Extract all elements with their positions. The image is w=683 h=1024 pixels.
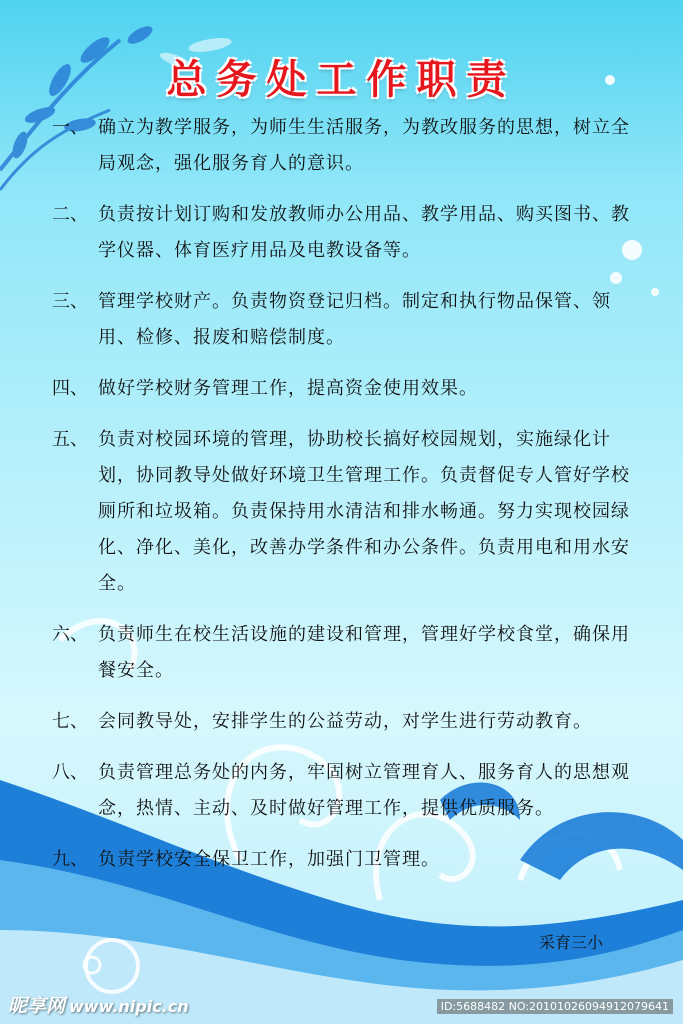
- item-number: 三、: [52, 291, 88, 312]
- item-text: 管理学校财产。负责物资登记归档。制定和执行物品保管、领用、检修、报废和赔偿制度。: [98, 291, 611, 348]
- item-text: 确立为教学服务，为师生生活服务，为教改服务的思想，树立全局观念，强化服务育人的意识。: [98, 117, 630, 174]
- watermark-id: ID:5688482 NO:20101026094912079641: [437, 999, 673, 1014]
- watermark-brand: [8, 991, 189, 1018]
- duty-list: [52, 110, 642, 893]
- list-item: [52, 755, 642, 827]
- item-text: 做好学校财务管理工作，提高资金使用效果。: [98, 378, 478, 399]
- watermark-site: www.nipic.cn: [69, 997, 189, 1016]
- list-item: [52, 842, 642, 878]
- page-title: 总务处工作职责: [166, 56, 517, 103]
- item-number: 二、: [52, 204, 88, 225]
- list-item: [52, 110, 642, 182]
- list-item: [52, 284, 642, 356]
- item-number: 六、: [52, 624, 88, 645]
- item-number: 七、: [52, 711, 88, 732]
- item-text: 负责按计划订购和发放教师办公用品、教学用品、购买图书、教学仪器、体育医疗用品及电教设备等。: [98, 204, 630, 261]
- list-item: [52, 704, 642, 740]
- list-item: [52, 371, 642, 407]
- item-number: 五、: [52, 429, 88, 450]
- watermark-brand-name: 昵享网: [8, 995, 66, 1017]
- item-text: 负责管理总务处的内务，牢固树立管理育人、服务育人的思想观念，热情、主动、及时做好管理工作，提供优质服务。: [98, 762, 630, 819]
- signature: 采育三小: [538, 933, 603, 952]
- item-text: 会同教导处，安排学生的公益劳动，对学生进行劳动教育。: [98, 711, 592, 732]
- list-item: [52, 197, 642, 269]
- item-number: 九、: [52, 849, 88, 870]
- item-text: 负责师生在校生活设施的建设和管理，管理好学校食堂，确保用餐安全。: [98, 624, 630, 681]
- item-text: 负责学校安全保卫工作，加强门卫管理。: [98, 849, 440, 870]
- item-number: 八、: [52, 762, 88, 783]
- list-item: [52, 422, 642, 602]
- item-number: 一、: [52, 117, 88, 138]
- item-number: 四、: [52, 378, 88, 399]
- list-item: [52, 617, 642, 689]
- item-text: 负责对校园环境的管理，协助校长搞好校园规划，实施绿化计划，协同教导处做好环境卫生管理工作。负责督促专人管好学校厕所和垃圾箱。负责保持用水清洁和排水畅通。努力实现校园绿化、净化、美化，改善办学条件和办公条件。负责用电和用水安全。: [98, 429, 630, 594]
